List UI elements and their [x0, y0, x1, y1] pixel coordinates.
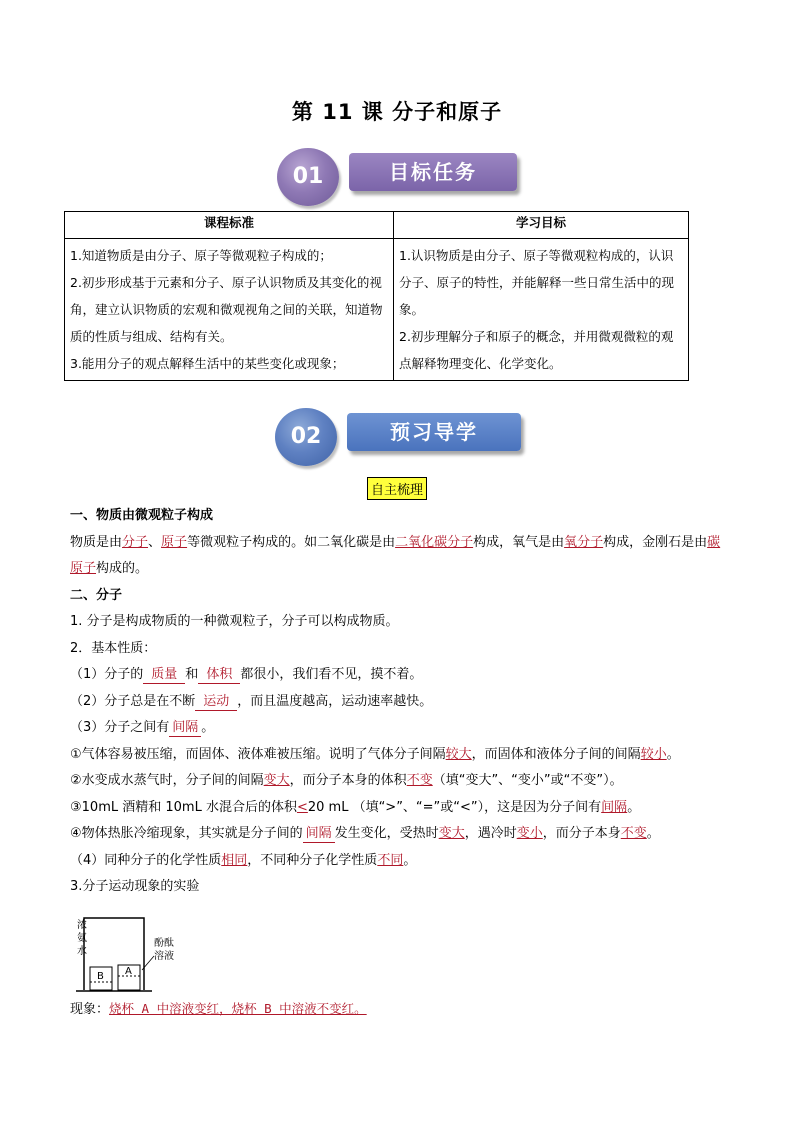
standards-cell: [65, 239, 394, 381]
answer: 不变: [620, 826, 647, 841]
ammonia-label-char: 氨: [77, 933, 87, 944]
beaker-b-label: B: [97, 971, 104, 982]
answer: 不变: [406, 773, 433, 788]
phenomenon-label: 现象：: [70, 1002, 110, 1017]
answer: 不同: [377, 852, 404, 868]
study-content: [70, 503, 730, 901]
answer: 间隔: [169, 720, 201, 737]
property-line: （1）分子的 质量 和 体积 都很小，我们看不见，摸不着。: [70, 667, 423, 682]
phenomenon-line: [70, 998, 367, 1017]
column-header-standards: 课程标准: [65, 212, 394, 239]
section-heading: 二、分子: [70, 587, 123, 603]
standard-item: 1.知道物质是由分子、原子等微观粒子构成的；: [70, 248, 332, 263]
paragraph: 2．基本性质：: [70, 640, 157, 656]
column-header-goals: 学习目标: [394, 212, 689, 239]
section-number-badge: 02: [275, 408, 337, 466]
beaker-a-label: A: [125, 966, 132, 977]
answer: 分子: [122, 534, 149, 550]
answer: 间隔: [601, 799, 628, 815]
answer: 变大: [438, 826, 465, 841]
standards-table: [64, 211, 689, 381]
paragraph: 物质是由分子、原子等微观粒子构成的。如二氧化碳是由二氧化碳分子构成，氧气是由氧分子构成，金刚石是由碳原子构成的。: [70, 534, 721, 576]
answer: 碳原子: [70, 534, 721, 576]
answer: 原子: [161, 534, 188, 550]
paragraph: 3.分子运动现象的实验: [70, 879, 200, 894]
answer: 氧分子: [564, 534, 604, 550]
answer: 运动: [195, 694, 237, 711]
answer: 质量: [143, 667, 185, 684]
answer: 体积: [198, 667, 240, 684]
standard-item: 3.能用分子的观点解释生活中的某些变化或现象；: [70, 356, 345, 371]
goals-cell: [394, 239, 689, 381]
phenolphthalein-label: 酚酞: [154, 938, 174, 949]
property-line: （3）分子之间有 间隔 。: [70, 720, 215, 735]
standard-item: 2.初步形成基于元素和分子、原子认识物质及其变化的视角，建立认识物质的宏观和微观视角之间的关联，知道物质的性质与组成、结构有关。: [70, 275, 383, 344]
ammonia-label-char: 浓: [77, 920, 87, 931]
section-banner-goals: [277, 148, 519, 206]
phenolphthalein-label: 溶液: [154, 951, 174, 962]
example-line: ③10mL 酒精和 10mL 水混合后的体积<20 mL （填“>”、“=”或“<”），这是因为分子间有间隔。: [70, 799, 641, 815]
property-line: （2）分子总是在不断 运动 ，而且温度越高，运动速率越快。: [70, 693, 433, 709]
self-review-tag: 自主梳理: [367, 477, 427, 500]
section-number-badge: 01: [277, 148, 339, 206]
molecule-motion-experiment-diagram: [70, 912, 190, 994]
section-banner-preview: [275, 408, 523, 466]
paragraph: 1. 分子是构成物质的一种微观粒子，分子可以构成物质。: [70, 614, 399, 629]
example-line: ①气体容易被压缩，而固体、液体难被压缩。说明了气体分子间隔较大，而固体和液体分子间的间隔较小。: [70, 746, 680, 762]
bell-jar: [84, 918, 144, 990]
example-line: ②水变成水蒸气时，分子间的间隔变大，而分子本身的体积不变（填“变大”、“变小”或“不变”）。: [70, 773, 623, 788]
section-heading: 一、物质由微观粒子构成: [70, 508, 214, 523]
phenomenon-answer: 烧杯 A 中溶液变红，烧杯 B 中溶液不变红。: [109, 1001, 367, 1016]
ammonia-label-char: 水: [77, 946, 87, 957]
answer: 间隔: [303, 826, 335, 843]
goal-item: 1.认识物质是由分子、原子等微观粒构成的，认识分子、原子的特性，并能解释一些日常生活中的现象。: [399, 248, 675, 317]
answer: 变小: [516, 826, 543, 841]
page-title: 第 11 课 分子和原子: [291, 100, 503, 124]
answer: 变大: [263, 773, 290, 788]
answer: 二氧化碳分子: [395, 534, 474, 550]
property-line: （4）同种分子的化学性质相同，不同种分子化学性质不同。: [70, 852, 417, 868]
answer: 较小: [640, 746, 667, 762]
example-line: ④物体热胀冷缩现象，其实就是分子间的 间隔 发生变化，受热时变大，遇冷时变小，而分子本身不变。: [70, 826, 660, 841]
section-label: 目标任务: [349, 153, 517, 191]
answer: <: [296, 799, 308, 815]
answer: 相同: [221, 852, 248, 868]
answer: 较大: [445, 746, 472, 762]
goal-item: 2.初步理解分子和原子的概念，并用微观微粒的观点解释物理变化、化学变化。: [399, 329, 674, 371]
section-label: 预习导学: [347, 413, 521, 451]
